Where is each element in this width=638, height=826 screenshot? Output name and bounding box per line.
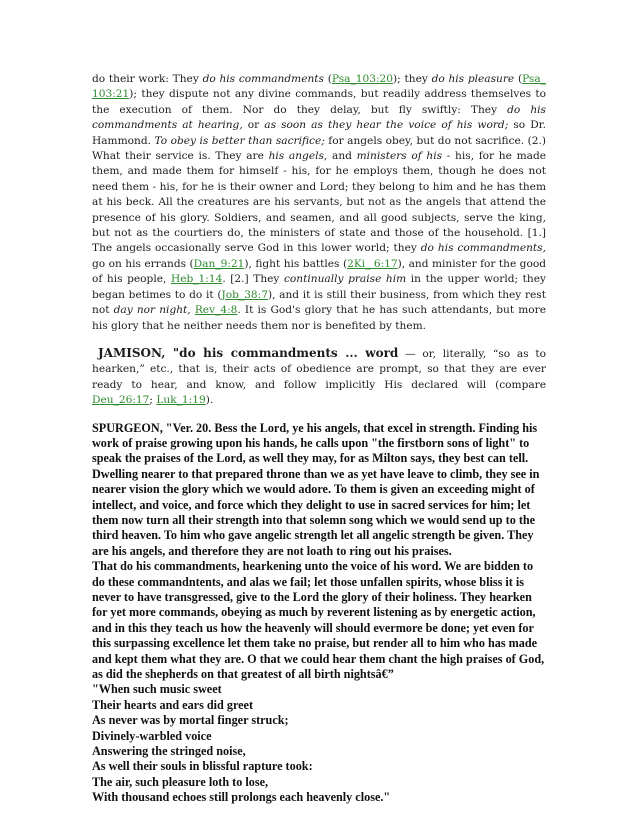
poem-line: As well their souls in blissful rapture took: — [92, 759, 313, 774]
scripture-reference-link[interactable]: Luk_1:19 — [156, 394, 206, 407]
italic-phrase: continually praise him — [284, 273, 407, 286]
italic-phrase: ministers of his — [356, 150, 443, 163]
text-run: or — [242, 119, 265, 132]
text-run: ( — [514, 73, 523, 85]
poem-line: Their hearts and ears did greet — [92, 697, 254, 712]
scripture-reference-link[interactable]: Rev_4:8 — [194, 304, 238, 317]
jamison-heading: JAMISON, "do his commandments ... word — [98, 345, 399, 360]
poem-line: As never was by mortal finger struck; — [92, 713, 289, 728]
text-run: so Dr. Hammond. — [92, 119, 546, 147]
spurgeon-paragraph: SPURGEON, "Ver. 20. Bess the Lord, ye his angels, that excel in strength. Finding his work of praise growing upon his hands, he calls upon "the firstborn sons of light" to speak the praises of the Lord, as well they may, for as Milton says, they best can tell. Dwelling nearer to that prepared throne than we as yet have leave to climb, they see in nearer vision the glory which we would adore. To them is given an exceeding might of intellect, and voice, and force which they delight to use in sacred services for him; let them now turn all their strength into that solemn song which we would send up to the third heaven. To him who gave angelic strength let all angelic strength be given. They are his angels, and therefore they are not loath to ring out his praises. — [92, 420, 540, 558]
text-run: ; — [149, 394, 157, 407]
scripture-reference-link[interactable]: 2Ki_ 6:17 — [347, 257, 398, 270]
text-run: for angels obey, but do not sacrifice. (2.) What their service is. They are — [92, 134, 546, 163]
text-run: do their work: They — [92, 73, 203, 85]
scripture-reference-link[interactable]: Heb_1:14 — [170, 273, 223, 286]
italic-phrase: his angels, — [268, 150, 328, 163]
text-run: ), and minister for the good of his people, — [92, 257, 546, 286]
poem-line: Divinely-warbled voice — [92, 728, 212, 743]
text-run: and — [327, 150, 357, 163]
italic-phrase: do his pleasure — [431, 73, 515, 85]
spurgeon-paragraph: That do his commandments, hearkening unto the voice of his word. We are bidden to do these commandntents, and alas we fail; let those unfallen spirits, whose bliss it is never to have transgressed, give to the Lord the glory of their holiness. They hearken for yet more commands, obeying as much by reverent listening as by energetic action, and in this they teach us how the heavenly will should evermore be done; yet even for this surpassing excellence let them take no praise, but render all to him who has made and kept them what they are. O that we could hear them chant the high praises of God, as did the shepherds on that greatest of all birth nightsâ€” — [92, 559, 545, 682]
text-run: ), and it is still their business, from which they rest not — [92, 288, 546, 317]
text-run: . [2.] They — [222, 273, 284, 286]
jamison-commentary-paragraph — [92, 346, 546, 409]
text-run: in the upper world; they began betimes to do it ( — [92, 273, 547, 301]
text-run: . It is God's glory that he has such attendants, but more his glory that he neither needs them nor is benefited by them. — [92, 304, 546, 332]
poem-line: Answering the stringed noise, — [92, 744, 246, 759]
italic-phrase: do his commandments at hearing, — [92, 103, 546, 132]
henry-commentary-paragraph — [92, 72, 546, 334]
italic-phrase: as soon as they hear the voice of his word; — [264, 119, 509, 132]
italic-phrase: do his commandments — [202, 73, 324, 85]
text-run: ). — [205, 394, 214, 407]
text-run: ), fight his battles ( — [244, 257, 348, 270]
document-page — [92, 72, 546, 806]
scripture-reference-link[interactable]: Job_38:7 — [221, 288, 268, 301]
italic-phrase: day nor night, — [113, 304, 191, 317]
scripture-reference-link[interactable]: Psa_ 103:21 — [92, 73, 546, 101]
italic-phrase: do his commandments, — [420, 242, 546, 255]
text-run: ); they dispute not any divine commands, but readily address themselves to the execution of them. Nor do they delay, but fly swiftly: They — [92, 88, 546, 116]
poem-line: The air, such pleasure loth to lose, — [92, 774, 269, 789]
text-run: ); they — [393, 73, 432, 85]
text-run: - his, for he made them, and made them for himself - his, for he employs them, though he does not need them - his, for he is their owner and Lord; they belong to him and he has them at his beck. All the creatures are his servants, but not as the angels that attend the presence of his glory. Soldiers, and seamen, and all good subjects, serve the king, but not as the courtiers do, the ministers of state and those of the household. [1.] The angels occasionally serve God in this lower world; they — [92, 150, 547, 255]
scripture-reference-link[interactable]: Dan_9:21 — [193, 257, 245, 270]
scripture-reference-link[interactable]: Deu_26:17 — [92, 394, 150, 407]
poem-line: With thousand echoes still prolongs each heavenly close." — [92, 790, 391, 805]
italic-phrase: To obey is better than sacrifice; — [154, 134, 325, 147]
text-run: ( — [324, 73, 332, 85]
scripture-reference-link[interactable]: Psa_103:20 — [331, 73, 394, 85]
spurgeon-commentary-section — [92, 421, 546, 806]
text-run: — or, literally, “so as to hearken,” etc., that is, their acts of obedience are prompt, so that they are ever ready to hear, and know, and follow implicitly His declared will (compare — [92, 347, 546, 391]
text-run: go on his errands ( — [92, 257, 194, 270]
poem-line: "When such music sweet — [92, 682, 222, 697]
